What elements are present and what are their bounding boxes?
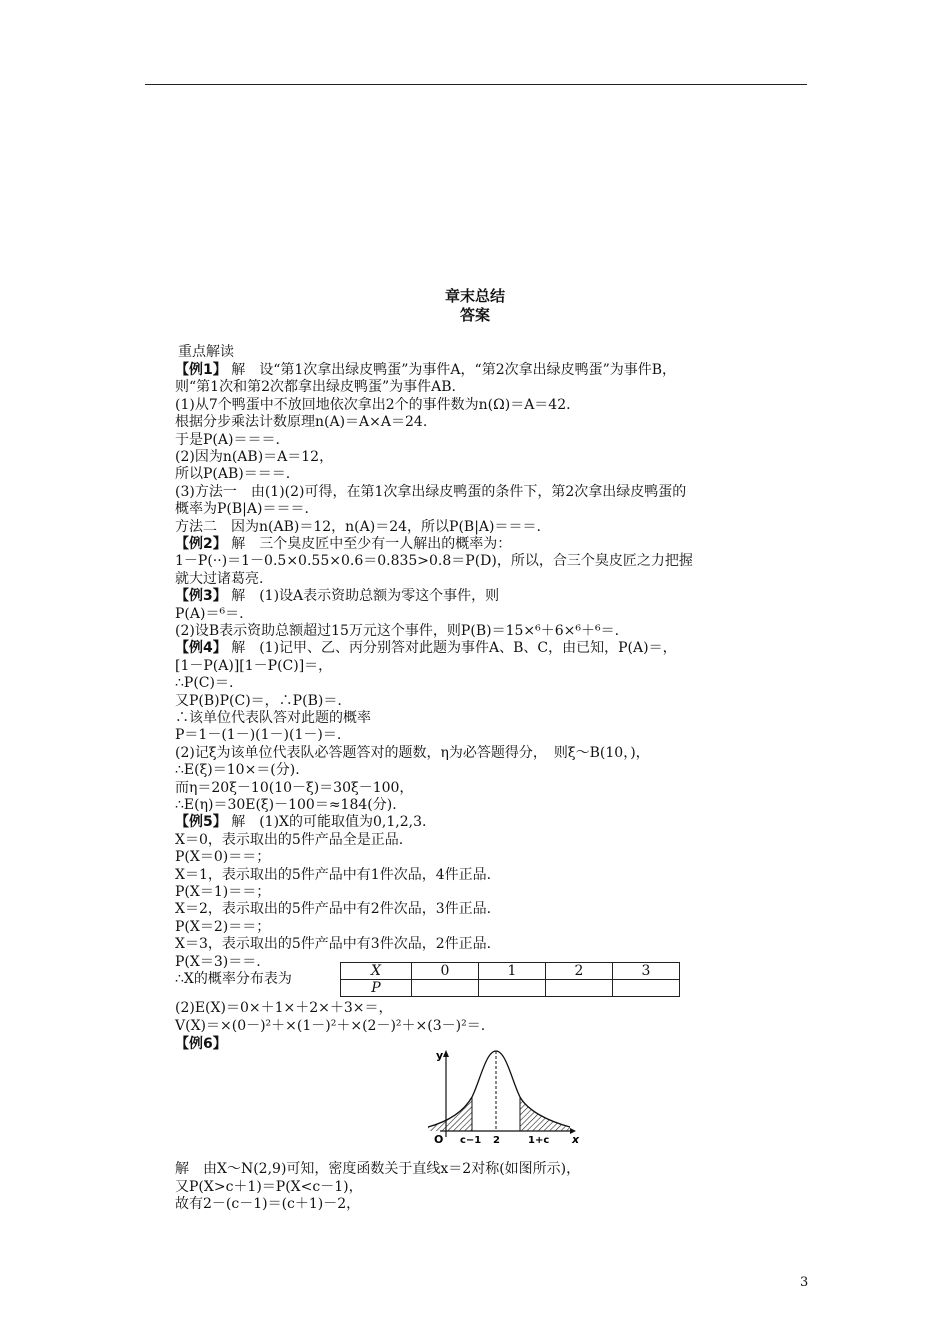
normal-distribution-figure [420, 1045, 580, 1145]
text-line [175, 900, 491, 918]
line-text: (1)从7个鸭蛋中不放回地依次拿出2个的事件数为n(Ω)＝A＝42. [175, 396, 571, 413]
probability-distribution-table [340, 962, 680, 997]
text-line: 解 由X～N(2,9)可知，密度函数关于直线x＝2对称(如图所示)， [175, 1161, 581, 1177]
line-text: ∴E(η)＝30E(ξ)－100＝≈184(分). [175, 797, 397, 813]
text-line [175, 639, 677, 657]
table-cell [613, 980, 680, 997]
line-text: (2)设B表示资助总额超过15万元这个事件，则P(B)＝15×⁶＋6×⁶＋⁶＝. [175, 623, 620, 639]
text-line: 故有2－(c－1)＝(c＋1)－2， [175, 1196, 361, 1212]
example-label: 【例5】 [175, 814, 227, 831]
line-text: 根据分步乘法计数原理n(A)＝A×A＝24. [175, 414, 428, 431]
line-text: (3)方法一 由(1)(2)可得，在第1次拿出绿皮鸭蛋的条件下，第2次拿出绿皮鸭蛋的 [175, 483, 687, 500]
line-text: V(X)＝×(0－)²＋×(1－)²＋×(2－)²＋×(3－)²＝. [175, 1017, 486, 1034]
line-text: 解 三个臭皮匠中至少有一人解出的概率为： [226, 536, 512, 552]
x-axis-label: x [572, 1133, 580, 1145]
line-text: 解 设“第1次拿出绿皮鸭蛋”为事件A，“第2次拿出绿皮鸭蛋”为事件B， [226, 362, 677, 378]
text-line [175, 761, 300, 779]
table-cell: X [341, 963, 412, 980]
text-line [175, 953, 261, 971]
line-text: 又P(B)P(C)＝，∴P(B)＝. [175, 692, 342, 709]
example-label: 【例2】 [175, 536, 227, 552]
text-line [175, 518, 541, 536]
line-text: (2)因为n(AB)＝A＝12， [175, 449, 334, 465]
table-cell: 3 [613, 963, 680, 980]
text-line: 又P(X>c＋1)＝P(X<c－1)， [175, 1178, 363, 1195]
text-line [175, 657, 332, 675]
text-line [175, 500, 309, 518]
line-text: 于是P(A)＝＝＝. [175, 431, 280, 448]
tick-label: 2 [493, 1135, 500, 1145]
example-label: 【例4】 [175, 640, 227, 657]
line-text: 就大过诸葛亮. [175, 570, 264, 587]
line-text: (2)记ξ为该单位代表队必答题答对的题数，η为必答题得分， 则ξ～B(10，)， [175, 744, 650, 761]
table-row [341, 980, 680, 997]
density-curve [428, 1051, 570, 1127]
line-text: 则“第1次和第2次都拿出绿皮鸭蛋”为事件AB. [175, 379, 456, 396]
line-text: X＝3，表示取出的5件产品中有3件次品，2件正品. [175, 936, 492, 953]
table-cell: 0 [412, 963, 479, 980]
text-line [175, 396, 571, 414]
text-line [175, 796, 397, 814]
page-number: 3 [800, 1275, 809, 1290]
tick-label: 1+c [528, 1135, 550, 1145]
text-line [175, 692, 342, 710]
text-line [175, 361, 676, 379]
line-text: ∴P(C)＝. [175, 675, 234, 692]
table-cell [479, 980, 546, 997]
text-line [175, 413, 427, 431]
line-text: 解 (1)设A表示资助总额为零这个事件，则 [226, 588, 500, 605]
left-tail-shaded [428, 1097, 472, 1131]
text-line [175, 431, 280, 449]
example-label: 【例1】 [175, 362, 227, 378]
tick-label: c−1 [460, 1135, 482, 1145]
text-line [175, 970, 292, 988]
text-line [175, 831, 403, 849]
line-text: 方法二 因为n(AB)＝12，n(A)＝24，所以P(B|A)＝＝＝. [175, 518, 541, 535]
text-line [175, 999, 393, 1017]
right-tail-shaded [520, 1097, 570, 1131]
text-line [175, 918, 270, 936]
line-text: 所以P(AB)＝＝＝. [175, 466, 291, 483]
line-text: ∴该单位代表队答对此题的概率 [175, 710, 371, 726]
text-line [175, 709, 371, 727]
line-text: X＝0，表示取出的5件产品全是正品. [175, 831, 404, 848]
text-line [175, 726, 341, 744]
origin-label: O [434, 1133, 444, 1145]
line-text: P(X＝3)＝＝. [175, 953, 261, 970]
text-line [175, 483, 686, 501]
text-line [175, 570, 263, 588]
text-line [175, 552, 693, 570]
text-line [175, 587, 499, 605]
line-text: P(X＝2)＝＝； [175, 918, 271, 935]
text-line [175, 848, 270, 866]
section-label: 重点解读 [178, 344, 234, 360]
line-text: (2)E(X)＝0×＋1×＋2×＋3×＝， [175, 1000, 393, 1016]
line-text: P(A)＝⁶＝. [175, 605, 244, 622]
line-text: P(X＝0)＝＝； [175, 849, 271, 866]
text-line [175, 744, 650, 762]
text-line [175, 622, 619, 640]
header-rule [145, 84, 807, 85]
text-line [175, 674, 233, 692]
page-subtitle: 答案 [459, 306, 490, 324]
text-line [175, 1035, 227, 1053]
table-cell [412, 980, 479, 997]
table-cell: 1 [479, 963, 546, 980]
text-line [175, 883, 270, 901]
line-text: P(X＝1)＝＝； [175, 884, 271, 900]
text-line [175, 1017, 485, 1035]
line-text: P＝1－(1－)(1－)(1－)＝. [175, 727, 342, 744]
example-label: 【例6】 [175, 1035, 227, 1052]
table-cell: 2 [546, 963, 613, 980]
line-text: 概率为P(B|A)＝＝＝. [175, 501, 309, 518]
text-line [175, 448, 333, 466]
line-text: [1－P(A)][1－P(C)]＝， [175, 657, 333, 674]
line-text: X＝1，表示取出的5件产品中有1件次品，4件正品. [175, 866, 492, 883]
line-text: ∴E(ξ)＝10×＝(分). [175, 762, 300, 779]
y-axis-arrow [443, 1050, 449, 1057]
table-cell [546, 980, 613, 997]
line-text: 1－P(··)＝1－0.5×0.55×0.6＝0.835>0.8＝P(D)，所以，合三个臭皮匠之力把握 [175, 553, 693, 570]
page-title: 章末总结 [444, 287, 505, 305]
line-text: ∴X的概率分布表为 [175, 971, 292, 987]
line-text: 解 (1)记甲、乙、丙分别答对此题为事件A、B、C，由已知，P(A)＝， [226, 640, 677, 657]
text-line [175, 935, 491, 953]
y-axis-label: y [436, 1049, 444, 1062]
line-text: 解 (1)X的可能取值为0,1,2,3. [226, 814, 427, 831]
text-line [175, 378, 456, 396]
text-line [175, 813, 426, 831]
table-cell: P [341, 980, 412, 997]
example-label: 【例3】 [175, 588, 227, 605]
text-line [175, 866, 491, 884]
text-line [175, 779, 413, 797]
table-row [341, 963, 680, 980]
text-line [175, 465, 290, 483]
text-line [175, 535, 511, 553]
text-line [175, 605, 244, 623]
line-text: 而η＝20ξ－10(10－ξ)＝30ξ－100， [175, 779, 414, 796]
line-text: X＝2，表示取出的5件产品中有2件次品，3件正品. [175, 901, 492, 918]
